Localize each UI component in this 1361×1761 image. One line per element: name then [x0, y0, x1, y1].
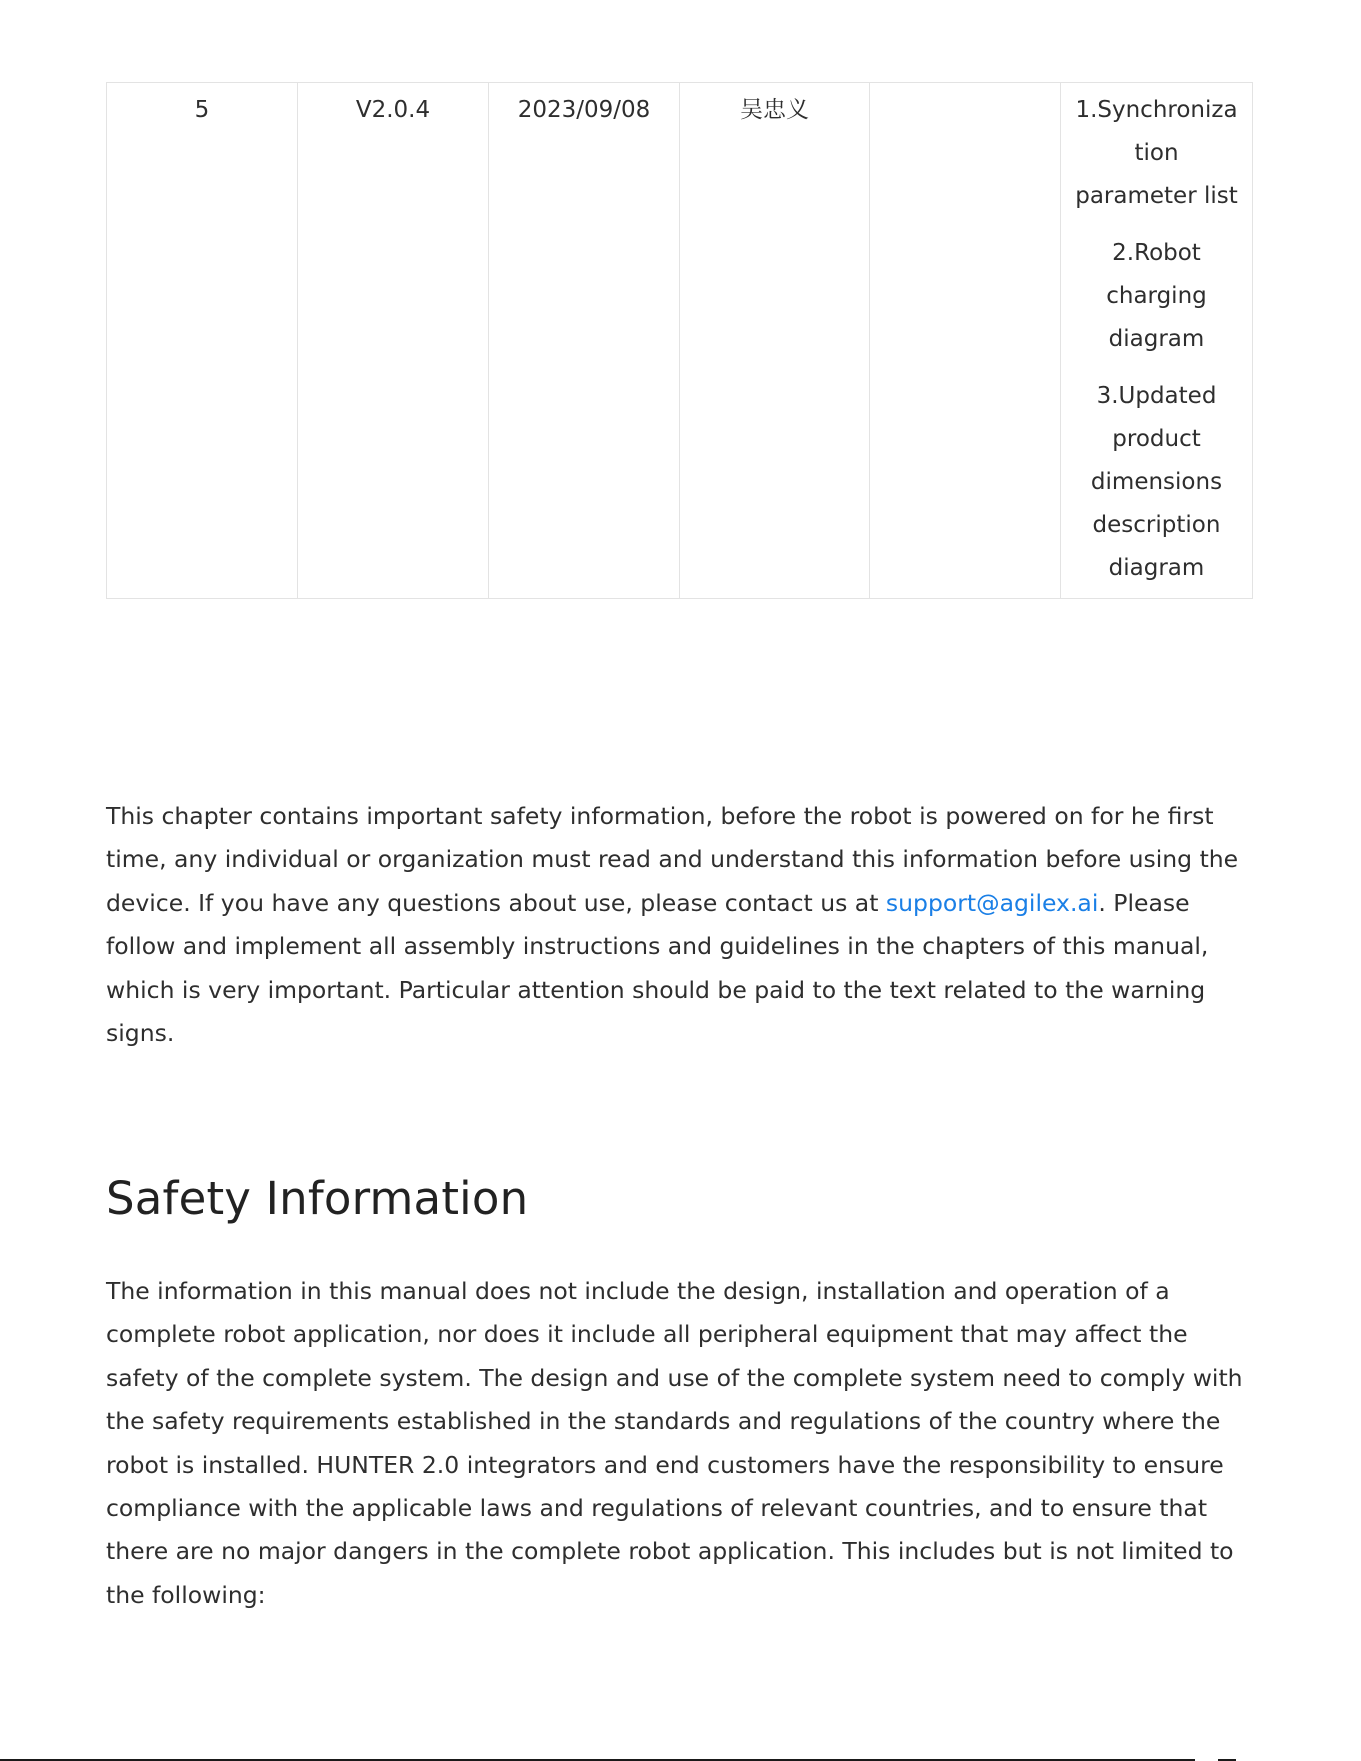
revision-date-cell: 2023/09/08	[489, 83, 680, 599]
revision-table	[106, 82, 1253, 599]
revision-author-cell: 吴忠义	[680, 83, 870, 599]
safety-information-paragraph: The information in this manual does not include the design, installation and operation of a complete robot application, nor does it include all peripheral equipment that may affect the safety of the complete system. The design and use of the complete system need to comply with the safety requirements established in the standards and regulations of the country where the robot is installed. HUNTER 2.0 integrators and end customers have the responsibility to ensure compliance with the applicable laws and regulations of relevant countries, and to ensure that there are no major dangers in the complete robot application. This includes but is not limited to the following:	[106, 1277, 1243, 1609]
change-item: 1.Synchronization parameter list	[1075, 97, 1238, 209]
table-row	[107, 83, 1253, 599]
support-email-link[interactable]: support@agilex.ai	[885, 888, 1099, 917]
intro-paragraph	[106, 795, 1256, 1055]
safety-information-heading: Safety Information	[106, 1172, 529, 1225]
revision-version-cell: V2.0.4	[298, 83, 489, 599]
revision-empty-cell	[870, 83, 1061, 599]
change-item: 3.Updated product dimensions description diagram	[1090, 383, 1223, 581]
change-item: 2.Robot charging diagram	[1106, 240, 1207, 352]
intro-text-after-link: . Please follow and implement all assembly instructions and guidelines in the chapters of this manual, which is very important. Particular attention should be paid to the text related to the warning signs.	[106, 888, 1209, 1048]
intro-text-before-link: This chapter contains important safety information, before the robot is powered on for he first time, any individual or organization must read and understand this information before using the device. If you have any questions about use, please contact us at	[106, 802, 1239, 917]
revision-table-container	[106, 82, 1252, 599]
revision-number-cell: 5	[107, 83, 298, 599]
revision-changes-cell	[1061, 83, 1253, 599]
